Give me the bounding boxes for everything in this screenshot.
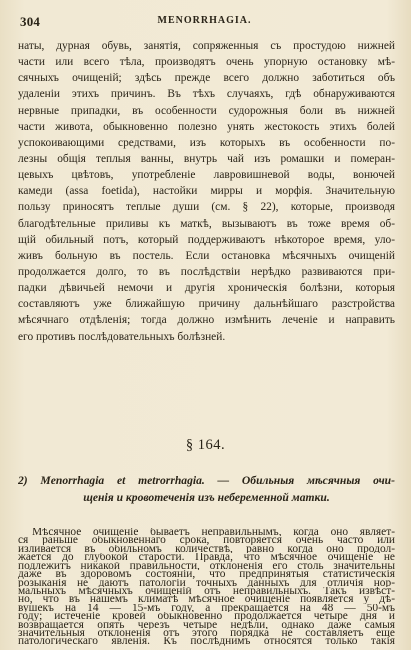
text-line: мальныхъ мѣсячныхъ очищеній отъ неправильныхъ. Такъ извѣст- xyxy=(18,586,395,596)
text-line: значительныя отклоненія отъ этого порядка не составляетъ еще xyxy=(18,629,395,638)
text-line: составляютъ уже ближайшую причину дальнѣйшаго разстройства xyxy=(18,298,395,311)
text-line: Мѣсячное очищеніе бываетъ неправильнымъ, когда оно являет- xyxy=(32,528,395,537)
text-line: вушекъ на 14 — 15-мъ году, а прекращается на 48 — 50-мъ xyxy=(18,603,395,613)
text-line: его противъ послѣдовательныхъ болѣзней. xyxy=(18,330,226,343)
text-line: части живота, обыкновенно полезно унять жестокость этихъ болей xyxy=(18,120,395,133)
text-line: живъ больную въ постель. Если остановка мѣсячныхъ очищеній xyxy=(18,249,395,262)
text-line: продолжается долго, то въ послѣдствіи нерѣдко развиваются при- xyxy=(18,265,395,278)
text-line: успокоивающими средствами, изъ которыхъ въ особенности по- xyxy=(18,136,395,149)
page-header xyxy=(20,14,389,30)
heading-line: щенія и кровотеченія изъ небеременной матки. xyxy=(83,491,330,504)
section-number: § 164. xyxy=(185,437,226,453)
text-line: патологическаго явленія. Къ послѣднимъ относятся только такія xyxy=(18,637,395,646)
text-line: но, что въ нашемъ климатѣ мѣсячное очищеніе появляется у дѣ- xyxy=(18,595,395,604)
text-line: пользу приносятъ теплые души (см. § 22), которые, производя xyxy=(18,201,395,214)
text-line: подлежитъ никакой правильности, отклоненія его столь значительны xyxy=(18,561,395,571)
text-line: лезны общія теплыя ванны, внутрь чай изъ ромашки и померан- xyxy=(18,152,395,165)
text-line: удаленіи этихъ причинъ. Въ тѣхъ случаяхъ, гдѣ обнаруживаются xyxy=(18,88,395,101)
text-line: камеди (assa foetida), настойки мирры и морфія. Значительную xyxy=(18,185,395,198)
text-line: ся раньше обыкновеннаго срока, повторяется очень часто или xyxy=(18,536,395,545)
paragraph-continued xyxy=(18,38,395,345)
text-line: цевыхъ цвѣтовъ, употребленіе лавровишневой воды, вонючей xyxy=(18,169,395,182)
text-line: нервные припадки, въ особенности судорожныя боли въ нижней xyxy=(18,104,395,117)
text-line: году; истеченіе кровей обыкновенно продолжается четыре дня и xyxy=(18,612,395,621)
running-head: MENORRHAGIA. xyxy=(157,15,252,26)
section-heading xyxy=(18,472,395,506)
text-line: части или всего тѣла, производятъ очень упорную остановку мѣ- xyxy=(18,56,395,69)
text-line: благодѣтельные приливы къ маткѣ, вызываютъ въ тоже время об- xyxy=(18,217,395,230)
paragraph-body xyxy=(18,528,395,646)
text-line: мѣсячнаго отдѣленія; тогда должно измѣнить леченіе и направить xyxy=(18,314,395,327)
text-line: даже въ здоровомъ состояніи, что предпринятыя статистическія xyxy=(18,570,395,579)
text-line: падки дѣвичьей немочи и другія хроническія болѣзни, которыя xyxy=(18,282,395,295)
text-line: наты, дурная обувь, занятія, сопряженныя съ простудою нижней xyxy=(18,40,395,52)
page-number: 304 xyxy=(20,14,41,29)
text-line: изливается въ обильномъ количествѣ, равно когда оно продол- xyxy=(18,544,395,554)
heading-line: 2) Menorrhagia et metrorrhagia. — Обильныя мѣсячныя очи- xyxy=(18,474,395,487)
text-line: розыканія не даютъ патологіи точныхъ данныхъ для отличія нор- xyxy=(18,578,395,587)
text-line: сячныхъ очищеній; здѣсь прежде всего должно заботиться объ xyxy=(18,72,395,85)
text-line: щій обильный потъ, который поддерживаютъ нѣкоторое время, уло- xyxy=(18,233,395,246)
text-line: жается до глубокой старости. Правда, что мѣсячное очищеніе не xyxy=(18,553,395,562)
text-line: возвращается опять черезъ четыре недѣли, однако даже самыя xyxy=(18,620,395,630)
